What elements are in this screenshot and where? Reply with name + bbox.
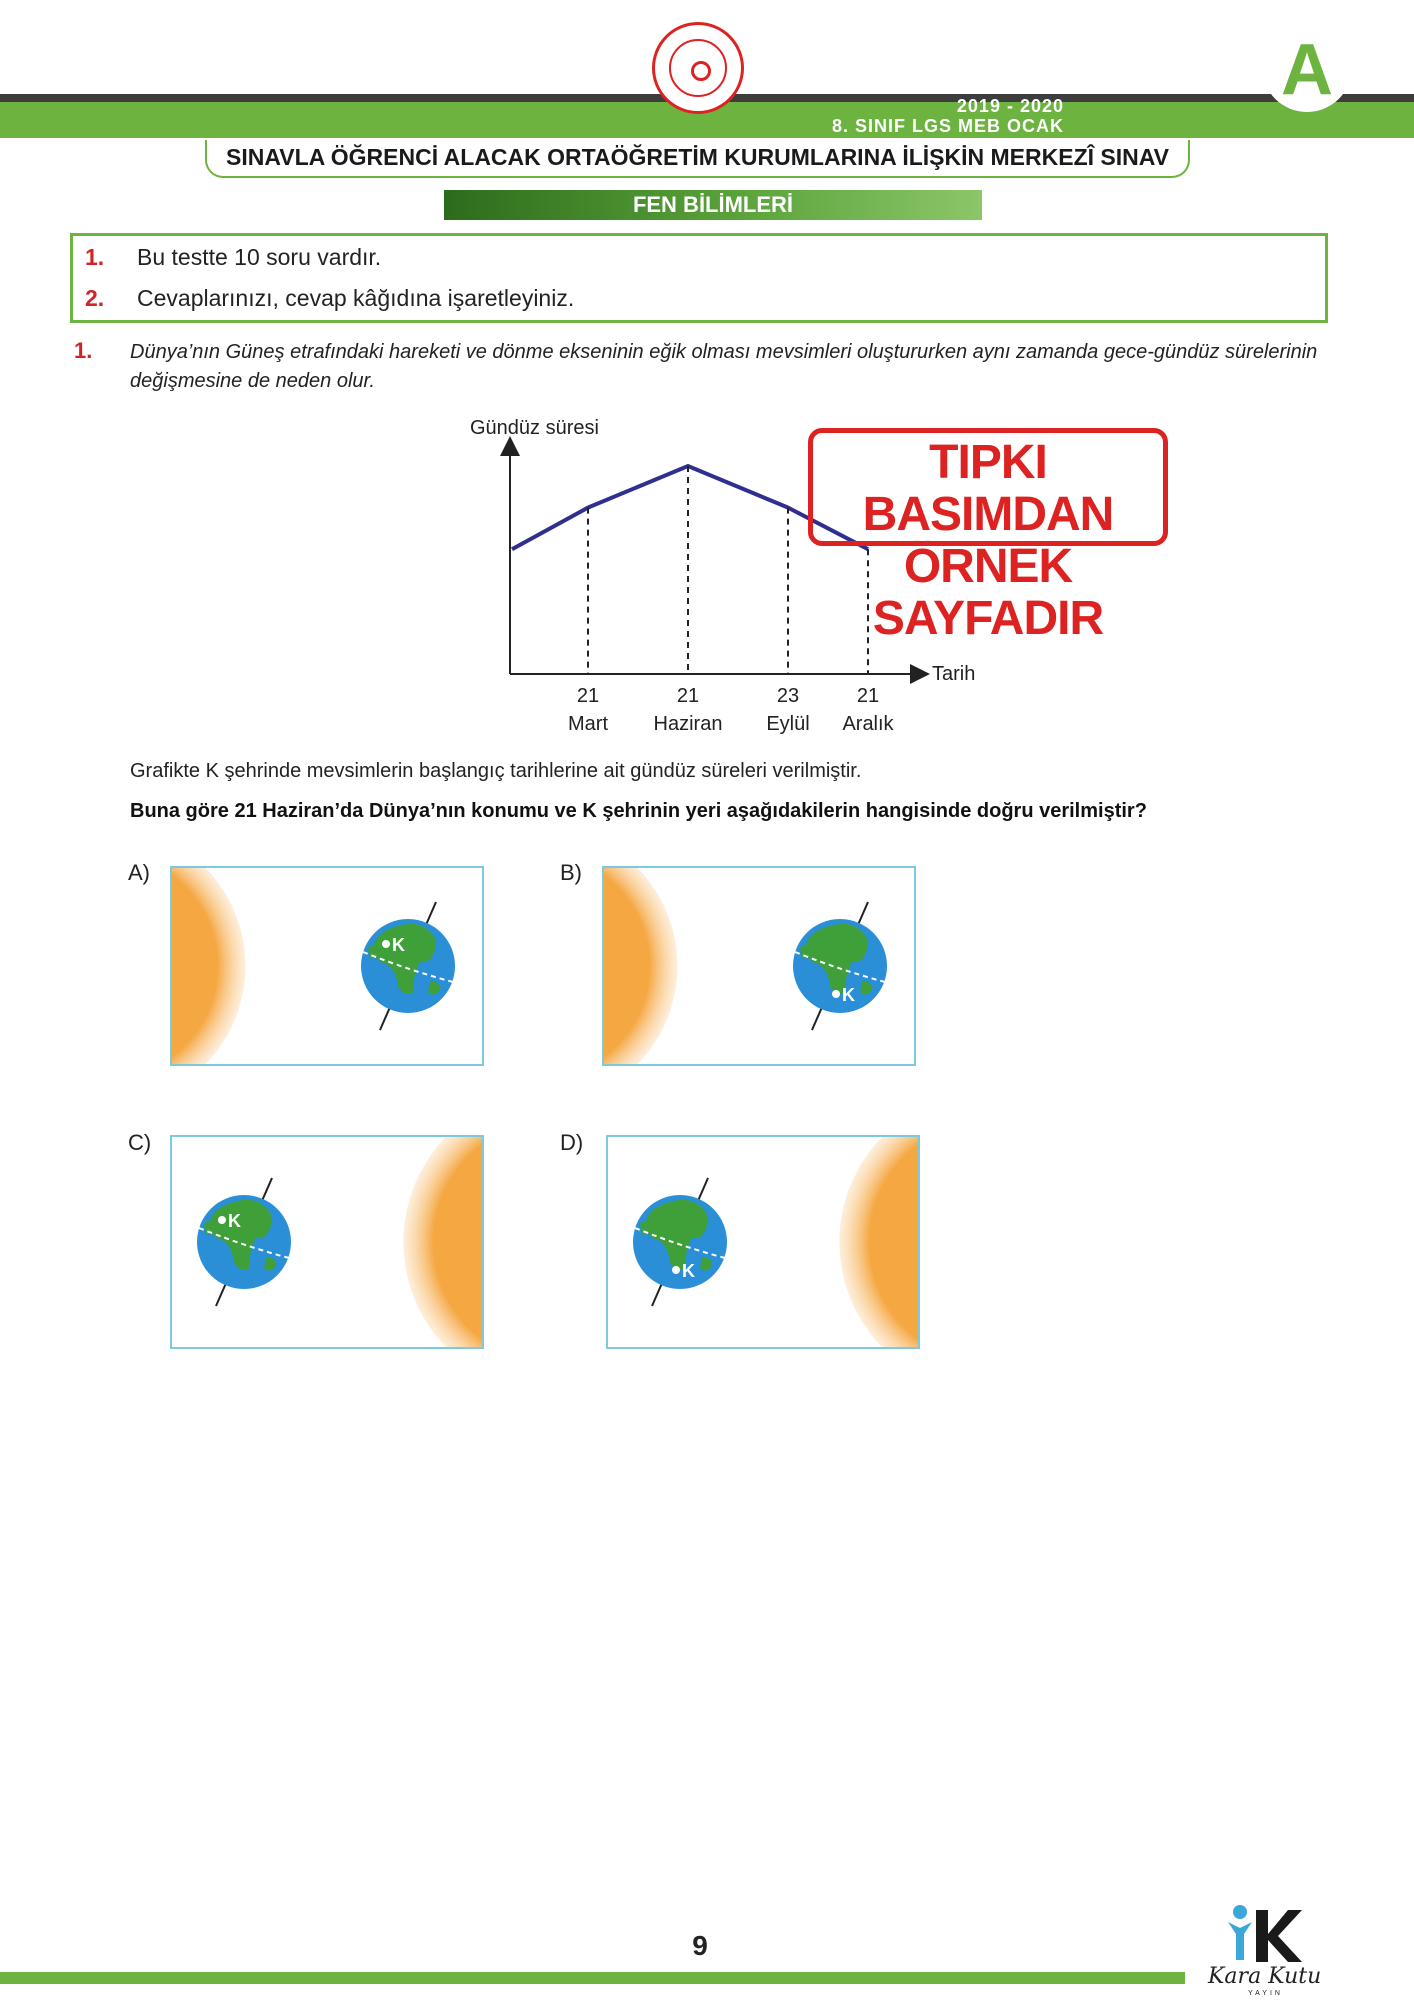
subject-banner: FEN BİLİMLERİ <box>444 190 982 220</box>
data-point <box>788 507 789 508</box>
instruction-item: 1. Bu testte 10 soru vardır. <box>85 244 382 270</box>
data-point <box>688 466 689 467</box>
x-tick-month: Mart <box>568 713 608 735</box>
x-tick-month: Haziran <box>653 713 723 735</box>
x-tick-month: Eylül <box>766 713 810 735</box>
city-k-marker <box>382 940 390 948</box>
city-k-marker <box>672 1266 680 1274</box>
earth-icon <box>197 1178 291 1306</box>
option-d-diagram <box>608 1137 918 1347</box>
option-b-figure[interactable] <box>602 866 916 1066</box>
exam-code: 8. SINIF LGS MEB OCAK <box>831 116 1064 136</box>
instructions-box <box>70 233 1328 323</box>
city-k-marker <box>832 990 840 998</box>
sun-icon <box>604 868 677 1064</box>
x-tick-day: 21 <box>576 685 600 707</box>
option-d-figure[interactable] <box>606 1135 920 1349</box>
exam-year-block <box>832 96 1064 136</box>
exam-title: SINAVLA ÖĞRENCİ ALACAK ORTAÖĞRETİM KURUMLARINA İLİŞKİN MERKEZÎ SINAV <box>205 140 1190 178</box>
instruction-item: 2. Cevaplarınızı, cevap kâğıdına işaretleyiniz. <box>85 285 575 311</box>
option-a-label[interactable]: A) <box>128 860 150 885</box>
earth-icon <box>793 902 887 1030</box>
option-b-label[interactable]: B) <box>560 860 582 885</box>
question-prompt: Buna göre 21 Haziran’da Dünya’nın konumu ve K şehrinin yeri aşağıdakilerin hangisinde doğru verilmiştir? <box>130 800 1147 822</box>
sun-icon <box>172 868 245 1064</box>
city-k-label: K <box>682 1261 695 1281</box>
page-number: 9 <box>692 1930 708 1961</box>
option-a-figure[interactable] <box>170 866 484 1066</box>
ministry-seal-logo <box>652 22 744 114</box>
earth-icon <box>633 1178 727 1306</box>
publisher-k-icon <box>1198 1900 1338 1970</box>
city-k-label: K <box>842 985 855 1005</box>
data-point <box>588 507 589 508</box>
option-c-label[interactable]: C) <box>128 1130 152 1155</box>
sample-page-stamp <box>808 428 1168 645</box>
x-axis-label: Tarih <box>932 663 976 685</box>
city-k-label: K <box>228 1211 241 1231</box>
option-d-label[interactable]: D) <box>560 1130 584 1155</box>
option-b-diagram <box>604 868 914 1064</box>
sun-icon <box>839 1137 918 1347</box>
stamp-line-1: TIPKI BASIMDAN <box>862 436 1114 541</box>
exam-year: 2019 - 2020 <box>956 96 1064 116</box>
publisher-subtitle: YAYIN <box>1248 1990 1283 1997</box>
option-a-diagram <box>172 868 482 1064</box>
earth-icon <box>361 902 455 1030</box>
question-number: 1. <box>74 338 93 363</box>
x-tick-month: Aralık <box>842 713 894 735</box>
x-tick-day: 21 <box>856 685 880 707</box>
question-intro: Dünya’nın Güneş etrafındaki hareketi ve dönme ekseninin eğik olması mevsimleri oluştururken aynı zamanda gece-gündüz sürelerinin değişmesine de neden olur. <box>130 341 1318 392</box>
city-k-label: K <box>392 935 405 955</box>
y-axis-label: Gündüz süresi <box>470 417 599 439</box>
city-k-marker <box>218 1216 226 1224</box>
stamp-line-2: ÖRNEK SAYFADIR <box>872 540 1104 645</box>
sun-icon <box>403 1137 482 1347</box>
option-c-diagram <box>172 1137 482 1347</box>
publisher-name: Kara Kutu <box>1208 1964 1322 1989</box>
footer-bar <box>0 1972 1185 1984</box>
x-tick-day: 23 <box>776 685 800 707</box>
form-letter: A <box>1281 30 1333 110</box>
option-c-figure[interactable] <box>170 1135 484 1349</box>
x-tick-day: 21 <box>676 685 700 707</box>
publisher-logo <box>1198 1900 1338 1998</box>
question-caption: Grafikte K şehrinde mevsimlerin başlangıç tarihlerine ait gündüz süreleri verilmiştir. <box>130 760 862 782</box>
